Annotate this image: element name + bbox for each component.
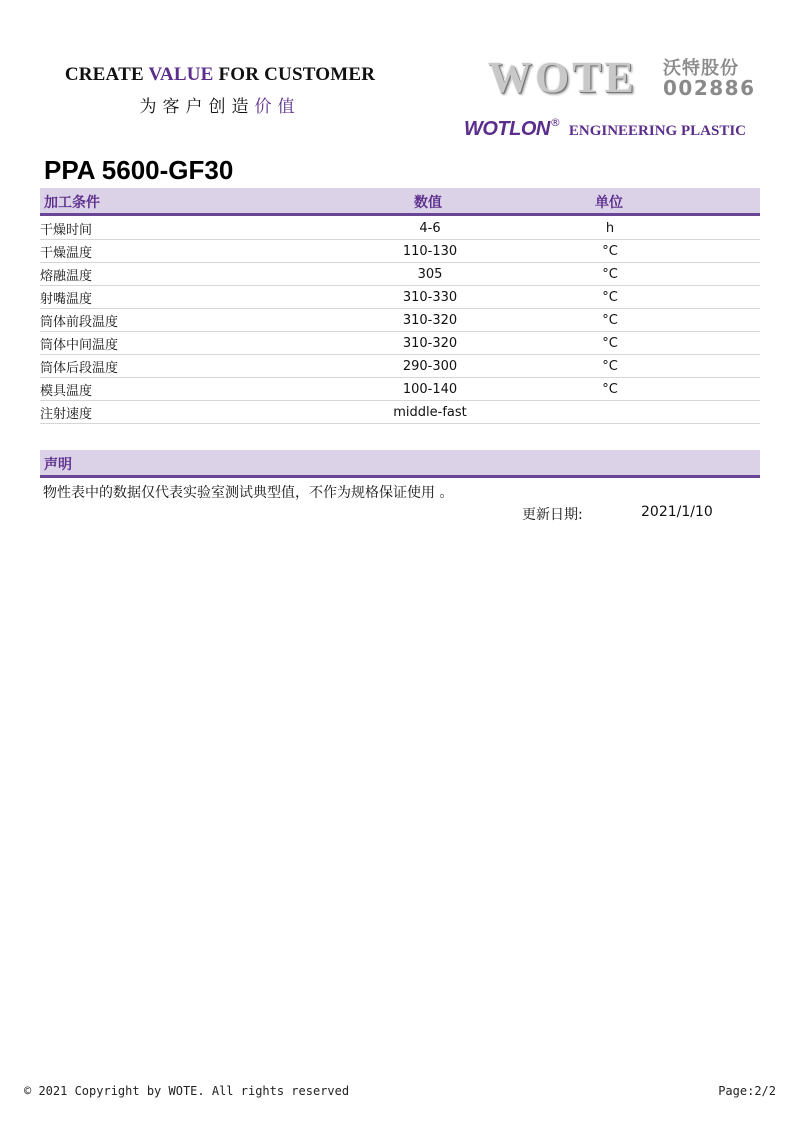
row-unit bbox=[520, 401, 700, 424]
row-spacer bbox=[700, 263, 760, 286]
update-date-value: 2021/1/10 bbox=[641, 504, 713, 520]
row-spacer bbox=[700, 286, 760, 309]
declaration-text: 物性表中的数据仅代表实验室测试典型值，不作为规格保证使用 。 bbox=[43, 485, 454, 501]
row-spacer bbox=[700, 309, 760, 332]
row-value: 110-130 bbox=[340, 240, 520, 263]
row-name: 干燥时间 bbox=[40, 217, 340, 240]
row-spacer bbox=[700, 378, 760, 401]
slogan-english bbox=[45, 64, 395, 86]
col-header-condition: 加工条件 bbox=[44, 195, 100, 211]
row-value: 310-330 bbox=[340, 286, 520, 309]
row-unit: °C bbox=[520, 286, 700, 309]
brand-name: WOTLON bbox=[464, 118, 550, 140]
table-row bbox=[40, 309, 760, 332]
row-name: 筒体中间温度 bbox=[40, 332, 340, 355]
row-unit: °C bbox=[520, 355, 700, 378]
row-name: 筒体前段温度 bbox=[40, 309, 340, 332]
table-row bbox=[40, 378, 760, 401]
row-spacer bbox=[700, 401, 760, 424]
table-row bbox=[40, 263, 760, 286]
row-name: 注射速度 bbox=[40, 401, 340, 424]
declaration-header bbox=[40, 450, 760, 478]
row-value: 100-140 bbox=[340, 378, 520, 401]
row-name: 筒体后段温度 bbox=[40, 355, 340, 378]
row-spacer bbox=[700, 332, 760, 355]
col-header-value: 数值 bbox=[414, 195, 442, 211]
table-row bbox=[40, 240, 760, 263]
processing-table-header bbox=[40, 188, 760, 216]
row-value: 290-300 bbox=[340, 355, 520, 378]
registered-mark: ® bbox=[549, 116, 561, 129]
slogan-en-accent: VALUE bbox=[148, 64, 214, 85]
slogan-en-part1: CREATE bbox=[64, 64, 149, 85]
row-value: 310-320 bbox=[340, 309, 520, 332]
row-value: middle-fast bbox=[340, 401, 520, 424]
row-unit: °C bbox=[520, 309, 700, 332]
row-name: 射嘴温度 bbox=[40, 286, 340, 309]
row-unit: °C bbox=[520, 378, 700, 401]
table-row bbox=[40, 401, 760, 424]
row-name: 干燥温度 bbox=[40, 240, 340, 263]
row-unit: °C bbox=[520, 263, 700, 286]
row-unit: h bbox=[520, 217, 700, 240]
table-row bbox=[40, 217, 760, 240]
table-row bbox=[40, 355, 760, 378]
processing-table bbox=[40, 217, 760, 424]
row-value: 310-320 bbox=[340, 332, 520, 355]
table-row bbox=[40, 286, 760, 309]
declaration-heading: 声明 bbox=[44, 457, 72, 473]
row-unit: °C bbox=[520, 240, 700, 263]
company-name-cn: 沃特股份 bbox=[663, 58, 739, 79]
page-number: Page:2/2 bbox=[718, 1084, 776, 1098]
row-name: 熔融温度 bbox=[40, 263, 340, 286]
col-header-unit: 单位 bbox=[595, 195, 623, 211]
table-row bbox=[40, 332, 760, 355]
wotlon-brand bbox=[464, 116, 746, 141]
update-date-label: 更新日期: bbox=[522, 507, 583, 523]
row-name: 模具温度 bbox=[40, 378, 340, 401]
wote-logo: WOTE bbox=[488, 53, 637, 102]
row-spacer bbox=[700, 240, 760, 263]
row-spacer bbox=[700, 355, 760, 378]
copyright-notice: © 2021 Copyright by WOTE. All rights reserved bbox=[24, 1084, 350, 1098]
slogan-en-part2: FOR CUSTOMER bbox=[213, 64, 376, 85]
row-unit: °C bbox=[520, 332, 700, 355]
stock-code: 002886 bbox=[663, 76, 756, 100]
slogan-cn-part1: 为客户创造 bbox=[139, 97, 255, 117]
slogan-cn-accent: 价值 bbox=[254, 97, 301, 117]
product-title: PPA 5600-GF30 bbox=[44, 155, 234, 185]
slogan-chinese bbox=[45, 92, 395, 117]
row-value: 4-6 bbox=[340, 217, 520, 240]
row-spacer bbox=[700, 217, 760, 240]
brand-tagline: ENGINEERING PLASTIC bbox=[568, 123, 746, 139]
row-value: 305 bbox=[340, 263, 520, 286]
